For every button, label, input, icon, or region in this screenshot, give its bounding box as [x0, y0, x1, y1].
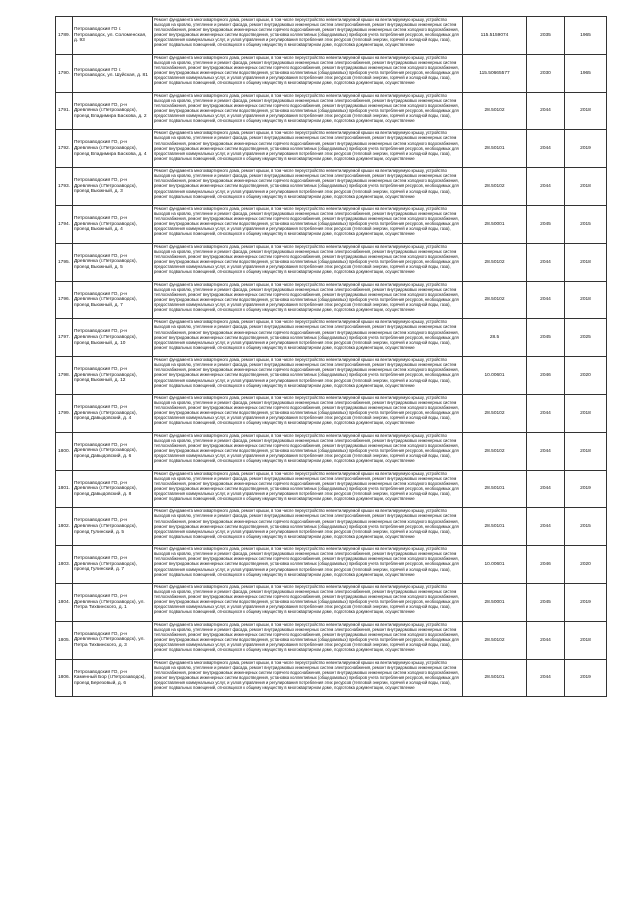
- planned-year-cell: [527, 168, 565, 206]
- planned-year-cell-text: 2044: [540, 486, 551, 492]
- work-description-cell: [153, 583, 463, 621]
- planned-year-cell: [527, 583, 565, 621]
- work-description-cell-text: Ремонт фундамента многоквартирного дома, ремонт крыши, в том числе переустройство невентилируемой крыши на вентилируемую крышу, устройство выходов на кровлю, утепление и ремонт фасада, ремонт внутридомовых инженерных систем электроснабжения, ремонт внутридомовых инженерных систем теплоснабжения, ремонт внутридомовых инженерных систем горячего водоснабжения, ремонт внутридомовых инженерных систем холодного водоснабжения, ремонт внутридомовых инженерных систем водоотведения, установка коллективных (общедомовых) приборов учета потребления ресурсов, необходимых для предоставления коммунальных услуг, и узлов управления и регулирования потребления этих ресурсов (тепловой энергии, горячей и холодной воды, газа), ремонт подвальных помещений, относящихся к общему имуществу в многоквартирном доме, подготовка документации, осуществление: [154, 621, 459, 653]
- row-number-text: 1789.: [57, 32, 70, 38]
- cost-cell-text: 115.50665577: [479, 70, 510, 76]
- address-cell-text: Петрозаводский ГО, р-н Каменный Бор (г.Петрозаводск), проезд Березовый, д. 6: [74, 669, 146, 686]
- planned-year-cell-text: 2044: [540, 637, 551, 643]
- work-description-cell-text: Ремонт фундамента многоквартирного дома, ремонт крыши, в том числе переустройство невентилируемой крыши на вентилируемую крышу, устройство выходов на кровлю, утепление и ремонт фасада, ремонт внутридомовых инженерных систем электроснабжения, ремонт внутридомовых инженерных систем теплоснабжения, ремонт внутридомовых инженерных систем горячего водоснабжения, ремонт внутридомовых инженерных систем холодного водоснабжения, ремонт внутридомовых инженерных систем водоотведения, установка коллективных (общедомовых) приборов учета потребления ресурсов, необходимых для предоставления коммунальных услуг, и узлов управления и регулирования потребления этих ресурсов (тепловой энергии, горячей и холодной воды, газа), ремонт подвальных помещений, относящихся к общему имуществу в многоквартирном доме, подготовка документации, осуществление: [154, 243, 459, 275]
- work-description-cell: [153, 130, 463, 168]
- row-number: [56, 168, 73, 206]
- planned-year-cell: [527, 546, 565, 584]
- planned-year-cell-text: 2044: [540, 448, 551, 454]
- planned-year-cell-text: 2030: [540, 70, 551, 76]
- row-number-text: 1802.: [57, 524, 70, 530]
- work-description-cell: [153, 281, 463, 319]
- work-description-cell-text: Ремонт фундамента многоквартирного дома, ремонт крыши, в том числе переустройство невентилируемой крыши на вентилируемую крышу, устройство выходов на кровлю, утепление и ремонт фасада, ремонт внутридомовых инженерных систем электроснабжения, ремонт внутридомовых инженерных систем теплоснабжения, ремонт внутридомовых инженерных систем горячего водоснабжения, ремонт внутридомовых инженерных систем холодного водоснабжения, ремонт внутридомовых инженерных систем водоотведения, установка коллективных (общедомовых) приборов учета потребления ресурсов, необходимых для предоставления коммунальных услуг, и узлов управления и регулирования потребления этих ресурсов (тепловой энергии, горячей и холодной воды, газа), ремонт подвальных помещений, относящихся к общему имуществу в многоквартирном доме, подготовка документации, осуществление: [154, 205, 459, 237]
- table-row: [56, 92, 607, 130]
- row-number: [56, 17, 73, 55]
- address-cell: [73, 281, 153, 319]
- cost-cell: [463, 205, 527, 243]
- address-cell-text: Петрозаводский ГО, р-н Древлянка (г.Петрозаводск), проезд Вьюжный, д. 3: [74, 178, 137, 195]
- table-row: [56, 621, 607, 659]
- address-cell: [73, 583, 153, 621]
- cost-cell: [463, 243, 527, 281]
- row-number: [56, 243, 73, 281]
- cost-cell: [463, 470, 527, 508]
- capital-repair-table: [55, 16, 607, 697]
- address-cell-text: Петрозаводский ГО, р-н Древлянка (г.Петрозаводск), проезд Вьюжный, д. 4: [74, 215, 137, 233]
- work-description-cell-text: Ремонт фундамента многоквартирного дома, ремонт крыши, в том числе переустройство невентилируемой крыши на вентилируемую крышу, устройство выходов на кровлю, утепление и ремонт фасада, ремонт внутридомовых инженерных систем электроснабжения, ремонт внутридомовых инженерных систем теплоснабжения, ремонт внутридомовых инженерных систем горячего водоснабжения, ремонт внутридомовых инженерных систем холодного водоснабжения, ремонт внутридомовых инженерных систем водоотведения, установка коллективных (общедомовых) приборов учета потребления ресурсов, необходимых для предоставления коммунальных услуг, и узлов управления и регулирования потребления этих ресурсов (тепловой энергии, горячей и холодной воды, газа), ремонт подвальных помещений, относящихся к общему имуществу в многоквартирном доме, подготовка документации, осуществление: [154, 546, 459, 577]
- planned-year-cell: [527, 205, 565, 243]
- work-description-cell-text: Ремонт фундамента многоквартирного дома, ремонт крыши, в том числе переустройство невентилируемой крыши на вентилируемую крышу, устройство выходов на кровлю, утепление и ремонт фасада, ремонт внутридомовых инженерных систем электроснабжения, ремонт внутридомовых инженерных систем теплоснабжения, ремонт внутридомовых инженерных систем горячего водоснабжения, ремонт внутридомовых инженерных систем холодного водоснабжения, ремонт внутридомовых инженерных систем водоотведения, установка коллективных (общедомовых) приборов учета потребления ресурсов, необходимых для предоставления коммунальных услуг, и узлов управления и регулирования потребления этих ресурсов (тепловой энергии, горячей и холодной воды, газа), ремонт подвальных помещений, относящихся к общему имуществу в многоквартирном доме, подготовка документации, осуществление: [154, 130, 459, 161]
- work-description-cell: [153, 319, 463, 357]
- work-description-cell: [153, 17, 463, 55]
- work-description-cell-text: Ремонт фундамента многоквартирного дома, ремонт крыши, в том числе переустройство невентилируемой крыши на вентилируемую крышу, устройство выходов на кровлю, утепление и ремонт фасада, ремонт внутридомовых инженерных систем электроснабжения, ремонт внутридомовых инженерных систем теплоснабжения, ремонт внутридомовых инженерных систем горячего водоснабжения, ремонт внутридомовых инженерных систем холодного водоснабжения, ремонт внутридомовых инженерных систем водоотведения, установка коллективных (общедомовых) приборов учета потребления ресурсов, необходимых для предоставления коммунальных услуг, и узлов управления и регулирования потребления этих ресурсов (тепловой энергии, горячей и холодной воды, газа), ремонт подвальных помещений, относящихся к общему имуществу в многоквартирном доме, подготовка документации, осуществление: [154, 17, 459, 48]
- planned-year-cell-text: 2045: [540, 221, 551, 227]
- planned-year-cell-text: 2044: [540, 108, 551, 114]
- table-row: [56, 243, 607, 281]
- row-number: [56, 394, 73, 432]
- planned-year-cell: [527, 470, 565, 508]
- cost-cell-text: 28.5: [489, 335, 500, 341]
- built-year-cell-text: 2019: [580, 675, 591, 681]
- built-year-cell-text: 2015: [580, 524, 591, 530]
- row-number-text: 1805.: [57, 637, 70, 643]
- cost-cell-text: 28.50102: [484, 410, 505, 416]
- address-cell-text: Петрозаводский ГО г. Петрозаводск, ул. Шуйская, д. 81: [74, 67, 148, 79]
- built-year-cell-text: 2018: [580, 108, 591, 114]
- table-row: [56, 205, 607, 243]
- built-year-cell: [565, 54, 607, 92]
- work-description-cell-text: Ремонт фундамента многоквартирного дома, ремонт крыши, в том числе переустройство невентилируемой крыши на вентилируемую крышу, устройство выходов на кровлю, утепление и ремонт фасада, ремонт внутридомовых инженерных систем электроснабжения, ремонт внутридомовых инженерных систем теплоснабжения, ремонт внутридомовых инженерных систем горячего водоснабжения, ремонт внутридомовых инженерных систем холодного водоснабжения, ремонт внутридомовых инженерных систем водоотведения, установка коллективных (общедомовых) приборов учета потребления ресурсов, необходимых для предоставления коммунальных услуг, и узлов управления и регулирования потребления этих ресурсов (тепловой энергии, горячей и холодной воды, газа), ремонт подвальных помещений, относящихся к общему имуществу в многоквартирном доме, подготовка документации, осуществление: [154, 394, 459, 426]
- address-cell-text: Петрозаводский ГО, р-н Древлянка (г.Петрозаводск), проезд Вьюжный, д. 7: [74, 291, 137, 308]
- built-year-cell-text: 2018: [580, 448, 591, 454]
- address-cell: [73, 394, 153, 432]
- row-number-text: 1797.: [57, 335, 70, 341]
- row-number-text: 1796.: [57, 297, 70, 303]
- planned-year-cell: [527, 508, 565, 546]
- built-year-cell: [565, 508, 607, 546]
- cost-cell: [463, 357, 527, 395]
- address-cell-text: Петрозаводский ГО, р-н Древлянка (г.Петрозаводск), проезд Давыдовский, д. 6: [74, 442, 137, 459]
- work-description-cell-text: Ремонт фундамента многоквартирного дома, ремонт крыши, в том числе переустройство невентилируемой крыши на вентилируемую крышу, устройство выходов на кровлю, утепление и ремонт фасада, ремонт внутридомовых инженерных систем электроснабжения, ремонт внутридомовых инженерных систем теплоснабжения, ремонт внутридомовых инженерных систем горячего водоснабжения, ремонт внутридомовых инженерных систем холодного водоснабжения, ремонт внутридомовых инженерных систем водоотведения, установка коллективных (общедомовых) приборов учета потребления ресурсов, необходимых для предоставления коммунальных услуг, и узлов управления и регулирования потребления этих ресурсов (тепловой энергии, горячей и холодной воды, газа), ремонт подвальных помещений, относящихся к общему имуществу в многоквартирном доме, подготовка документации, осуществление: [154, 92, 459, 124]
- planned-year-cell: [527, 319, 565, 357]
- planned-year-cell-text: 2044: [540, 675, 551, 681]
- row-number-text: 1794.: [57, 221, 70, 227]
- planned-year-cell: [527, 394, 565, 432]
- cost-cell-text: 28.50102: [484, 297, 505, 303]
- cost-cell: [463, 432, 527, 470]
- built-year-cell: [565, 621, 607, 659]
- work-description-cell-text: Ремонт фундамента многоквартирного дома, ремонт крыши, в том числе переустройство невентилируемой крыши на вентилируемую крышу, устройство выходов на кровлю, утепление и ремонт фасада, ремонт внутридомовых инженерных систем электроснабжения, ремонт внутридомовых инженерных систем теплоснабжения, ремонт внутридомовых инженерных систем горячего водоснабжения, ремонт внутридомовых инженерных систем холодного водоснабжения, ремонт внутридомовых инженерных систем водоотведения, установка коллективных (общедомовых) приборов учета потребления ресурсов, необходимых для предоставления коммунальных услуг, и узлов управления и регулирования потребления этих ресурсов (тепловой энергии, горячей и холодной воды, газа), ремонт подвальных помещений, относящихся к общему имуществу в многоквартирном доме, подготовка документации, осуществление: [154, 583, 459, 615]
- planned-year-cell: [527, 281, 565, 319]
- address-cell: [73, 319, 153, 357]
- table-row: [56, 319, 607, 357]
- address-cell: [73, 470, 153, 508]
- cost-cell: [463, 54, 527, 92]
- work-description-cell: [153, 470, 463, 508]
- built-year-cell: [565, 659, 607, 697]
- cost-cell: [463, 319, 527, 357]
- cost-cell-text: 28.50101: [484, 146, 505, 152]
- address-cell-text: Петрозаводский ГО, р-н Древлянка (г.Петрозаводск), проезд Гулинский, д. 5: [74, 518, 137, 535]
- table-row: [56, 583, 607, 621]
- table-row: [56, 470, 607, 508]
- built-year-cell: [565, 205, 607, 243]
- work-description-cell: [153, 357, 463, 395]
- built-year-cell-text: 2019: [580, 146, 591, 152]
- cost-cell-text: 10.00601: [484, 561, 505, 567]
- address-cell-text: Петрозаводский ГО, р-н Древлянка (г.Петрозаводск), проезд Вьюжный, д. 10: [74, 329, 137, 346]
- work-description-cell: [153, 92, 463, 130]
- work-description-cell-text: Ремонт фундамента многоквартирного дома, ремонт крыши, в том числе переустройство невентилируемой крыши на вентилируемую крышу, устройство выходов на кровлю, утепление и ремонт фасада, ремонт внутридомовых инженерных систем электроснабжения, ремонт внутридомовых инженерных систем теплоснабжения, ремонт внутридомовых инженерных систем горячего водоснабжения, ремонт внутридомовых инженерных систем холодного водоснабжения, ремонт внутридомовых инженерных систем водоотведения, установка коллективных (общедомовых) приборов учета потребления ресурсов, необходимых для предоставления коммунальных услуг, и узлов управления и регулирования потребления этих ресурсов (тепловой энергии, горячей и холодной воды, газа), ремонт подвальных помещений, относящихся к общему имуществу в многоквартирном доме, подготовка документации, осуществление: [154, 319, 459, 350]
- table-row: [56, 546, 607, 584]
- cost-cell: [463, 394, 527, 432]
- planned-year-cell: [527, 130, 565, 168]
- work-description-cell: [153, 659, 463, 697]
- row-number-text: 1799.: [57, 410, 70, 416]
- planned-year-cell: [527, 17, 565, 55]
- planned-year-cell-text: 2044: [540, 524, 551, 530]
- address-cell-text: Петрозаводский ГО, р-н Древлянка (г.Петрозаводск), ул. Петра Тихвинского, д. 1: [74, 593, 145, 611]
- address-cell-text: Петрозаводский ГО, р-н Древлянка (г.Петрозаводск), проезд Давыдовский, д. 4: [74, 404, 137, 422]
- cost-cell-text: 115.5159074: [480, 32, 509, 38]
- address-cell: [73, 168, 153, 206]
- cost-cell-text: 28.50001: [484, 599, 505, 605]
- row-number-text: 1801.: [57, 486, 70, 492]
- row-number: [56, 508, 73, 546]
- row-number-text: 1803.: [57, 561, 70, 567]
- address-cell-text: Петрозаводский ГО, р-н Древлянка (г.Петрозаводск), проезд Владимира Баскова, д. 2: [74, 102, 147, 119]
- cost-cell: [463, 546, 527, 584]
- built-year-cell: [565, 168, 607, 206]
- row-number: [56, 357, 73, 395]
- address-cell: [73, 54, 153, 92]
- row-number-text: 1804.: [57, 599, 70, 605]
- work-description-cell: [153, 243, 463, 281]
- address-cell: [73, 17, 153, 55]
- cost-cell-text: 28.50101: [484, 524, 505, 530]
- address-cell-text: Петрозаводский ГО, р-н Древлянка (г.Петрозаводск), проезд Владимира Баскова, д. 4: [74, 140, 147, 157]
- address-cell: [73, 130, 153, 168]
- row-number: [56, 583, 73, 621]
- built-year-cell-text: 1965: [580, 32, 591, 38]
- cost-cell: [463, 130, 527, 168]
- row-number-text: 1791.: [57, 108, 70, 114]
- cost-cell-text: 28.50102: [484, 637, 505, 643]
- work-description-cell-text: Ремонт фундамента многоквартирного дома, ремонт крыши, в том числе переустройство невентилируемой крыши на вентилируемую крышу, устройство выходов на кровлю, утепление и ремонт фасада, ремонт внутридомовых инженерных систем электроснабжения, ремонт внутридомовых инженерных систем теплоснабжения, ремонт внутридомовых инженерных систем горячего водоснабжения, ремонт внутридомовых инженерных систем холодного водоснабжения, ремонт внутридомовых инженерных систем водоотведения, установка коллективных (общедомовых) приборов учета потребления ресурсов, необходимых для предоставления коммунальных услуг, и узлов управления и регулирования потребления этих ресурсов (тепловой энергии, горячей и холодной воды, газа), ремонт подвальных помещений, относящихся к общему имуществу в многоквартирном доме, подготовка документации, осуществление: [154, 168, 459, 199]
- address-cell: [73, 243, 153, 281]
- cost-cell: [463, 17, 527, 55]
- row-number: [56, 546, 73, 584]
- work-description-cell: [153, 168, 463, 206]
- work-description-cell-text: Ремонт фундамента многоквартирного дома, ремонт крыши, в том числе переустройство невентилируемой крыши на вентилируемую крышу, устройство выходов на кровлю, утепление и ремонт фасада, ремонт внутридомовых инженерных систем электроснабжения, ремонт внутридомовых инженерных систем теплоснабжения, ремонт внутридомовых инженерных систем горячего водоснабжения, ремонт внутридомовых инженерных систем холодного водоснабжения, ремонт внутридомовых инженерных систем водоотведения, установка коллективных (общедомовых) приборов учета потребления ресурсов, необходимых для предоставления коммунальных услуг, и узлов управления и регулирования потребления этих ресурсов (тепловой энергии, горячей и холодной воды, газа), ремонт подвальных помещений, относящихся к общему имуществу в многоквартирном доме, подготовка документации, осуществление: [154, 281, 459, 313]
- planned-year-cell-text: 2045: [540, 335, 551, 341]
- address-cell: [73, 357, 153, 395]
- built-year-cell: [565, 394, 607, 432]
- planned-year-cell-text: 2044: [540, 183, 551, 189]
- cost-cell-text: 10.00601: [484, 372, 505, 378]
- table-row: [56, 659, 607, 697]
- planned-year-cell-text: 2044: [540, 410, 551, 416]
- address-cell-text: Петрозаводский ГО, р-н Древлянка (г.Петрозаводск), ул. Петра Тихвинского, д. 3: [74, 631, 145, 648]
- built-year-cell: [565, 546, 607, 584]
- built-year-cell: [565, 17, 607, 55]
- planned-year-cell: [527, 243, 565, 281]
- built-year-cell: [565, 432, 607, 470]
- table-row: [56, 508, 607, 546]
- built-year-cell: [565, 243, 607, 281]
- cost-cell-text: 28.50102: [484, 259, 505, 265]
- built-year-cell: [565, 583, 607, 621]
- built-year-cell-text: 1965: [580, 70, 591, 76]
- planned-year-cell: [527, 54, 565, 92]
- table-body: [56, 17, 607, 697]
- cost-cell-text: 28.50101: [484, 675, 505, 681]
- work-description-cell-text: Ремонт фундамента многоквартирного дома, ремонт крыши, в том числе переустройство невентилируемой крыши на вентилируемую крышу, устройство выходов на кровлю, утепление и ремонт фасада, ремонт внутридомовых инженерных систем электроснабжения, ремонт внутридомовых инженерных систем теплоснабжения, ремонт внутридомовых инженерных систем горячего водоснабжения, ремонт внутридомовых инженерных систем холодного водоснабжения, ремонт внутридомовых инженерных систем водоотведения, установка коллективных (общедомовых) приборов учета потребления ресурсов, необходимых для предоставления коммунальных услуг, и узлов управления и регулирования потребления этих ресурсов (тепловой энергии, горячей и холодной воды, газа), ремонт подвальных помещений, относящихся к общему имуществу в многоквартирном доме, подготовка документации, осуществление: [154, 470, 459, 502]
- planned-year-cell: [527, 621, 565, 659]
- cost-cell-text: 28.50102: [484, 108, 505, 114]
- row-number-text: 1790.: [57, 70, 70, 76]
- built-year-cell: [565, 92, 607, 130]
- table-row: [56, 54, 607, 92]
- work-description-cell: [153, 394, 463, 432]
- planned-year-cell-text: 2044: [540, 259, 551, 265]
- planned-year-cell-text: 2046: [540, 561, 551, 567]
- built-year-cell: [565, 357, 607, 395]
- table-row: [56, 394, 607, 432]
- cost-cell-text: 28.50001: [484, 221, 505, 227]
- address-cell-text: Петрозаводский ГО, р-н Древлянка (г.Петрозаводск), проезд Давыдовский, д. 8: [74, 480, 137, 497]
- work-description-cell: [153, 432, 463, 470]
- row-number-text: 1798.: [57, 372, 70, 378]
- address-cell: [73, 546, 153, 584]
- table-row: [56, 432, 607, 470]
- table-row: [56, 281, 607, 319]
- built-year-cell-text: 2020: [580, 561, 591, 567]
- cost-cell-text: 28.50101: [484, 486, 505, 492]
- cost-cell: [463, 659, 527, 697]
- address-cell: [73, 659, 153, 697]
- work-description-cell-text: Ремонт фундамента многоквартирного дома, ремонт крыши, в том числе переустройство невентилируемой крыши на вентилируемую крышу, устройство выходов на кровлю, утепление и ремонт фасада, ремонт внутридомовых инженерных систем электроснабжения, ремонт внутридомовых инженерных систем теплоснабжения, ремонт внутридомовых инженерных систем горячего водоснабжения, ремонт внутридомовых инженерных систем холодного водоснабжения, ремонт внутридомовых инженерных систем водоотведения, установка коллективных (общедомовых) приборов учета потребления ресурсов, необходимых для предоставления коммунальных услуг, и узлов управления и регулирования потребления этих ресурсов (тепловой энергии, горячей и холодной воды, газа), ремонт подвальных помещений, относящихся к общему имуществу в многоквартирном доме, подготовка документации, осуществление: [154, 357, 459, 388]
- built-year-cell-text: 2018: [580, 183, 591, 189]
- table-row: [56, 168, 607, 206]
- row-number: [56, 205, 73, 243]
- built-year-cell: [565, 281, 607, 319]
- work-description-cell: [153, 546, 463, 584]
- built-year-cell-text: 2019: [580, 486, 591, 492]
- work-description-cell-text: Ремонт фундамента многоквартирного дома, ремонт крыши, в том числе переустройство невентилируемой крыши на вентилируемую крышу, устройство выходов на кровлю, утепление и ремонт фасада, ремонт внутридомовых инженерных систем электроснабжения, ремонт внутридомовых инженерных систем теплоснабжения, ремонт внутридомовых инженерных систем горячего водоснабжения, ремонт внутридомовых инженерных систем холодного водоснабжения, ремонт внутридомовых инженерных систем водоотведения, установка коллективных (общедомовых) приборов учета потребления ресурсов, необходимых для предоставления коммунальных услуг, и узлов управления и регулирования потребления этих ресурсов (тепловой энергии, горячей и холодной воды, газа), ремонт подвальных помещений, относящихся к общему имуществу в многоквартирном доме, подготовка документации, осуществление: [154, 508, 459, 539]
- work-description-cell: [153, 621, 463, 659]
- planned-year-cell-text: 2046: [540, 372, 551, 378]
- row-number: [56, 54, 73, 92]
- built-year-cell-text: 2020: [580, 372, 591, 378]
- row-number-text: 1795.: [57, 259, 70, 265]
- address-cell-text: Петрозаводский ГО г. Петрозаводск, ул. Соломенская, д. 93: [74, 27, 147, 44]
- cost-cell-text: 28.50102: [484, 448, 505, 454]
- cost-cell: [463, 621, 527, 659]
- built-year-cell: [565, 319, 607, 357]
- address-cell-text: Петрозаводский ГО, р-н Древлянка (г.Петрозаводск), проезд Вьюжный, д. 12: [74, 367, 137, 384]
- cost-cell: [463, 168, 527, 206]
- built-year-cell-text: 2019: [580, 599, 591, 605]
- row-number: [56, 319, 73, 357]
- address-cell: [73, 432, 153, 470]
- work-description-cell: [153, 54, 463, 92]
- cost-cell: [463, 92, 527, 130]
- cost-cell: [463, 508, 527, 546]
- address-cell: [73, 205, 153, 243]
- address-cell: [73, 92, 153, 130]
- row-number-text: 1792.: [57, 146, 70, 152]
- row-number: [56, 621, 73, 659]
- built-year-cell-text: 2018: [580, 259, 591, 265]
- cost-cell-text: 28.50102: [484, 183, 505, 189]
- planned-year-cell: [527, 659, 565, 697]
- built-year-cell: [565, 470, 607, 508]
- table-row: [56, 357, 607, 395]
- planned-year-cell-text: 2044: [540, 146, 551, 152]
- built-year-cell-text: 2018: [580, 297, 591, 303]
- built-year-cell-text: 2025: [580, 335, 591, 341]
- planned-year-cell: [527, 92, 565, 130]
- cost-cell: [463, 583, 527, 621]
- address-cell-text: Петрозаводский ГО, р-н Древлянка (г.Петрозаводск), проезд Вьюжный, д. 5: [74, 253, 137, 270]
- planned-year-cell: [527, 432, 565, 470]
- row-number: [56, 281, 73, 319]
- built-year-cell: [565, 130, 607, 168]
- planned-year-cell-text: 2044: [540, 297, 551, 303]
- row-number: [56, 659, 73, 697]
- work-description-cell: [153, 508, 463, 546]
- work-description-cell-text: Ремонт фундамента многоквартирного дома, ремонт крыши, в том числе переустройство невентилируемой крыши на вентилируемую крышу, устройство выходов на кровлю, утепление и ремонт фасада, ремонт внутридомовых инженерных систем электроснабжения, ремонт внутридомовых инженерных систем теплоснабжения, ремонт внутридомовых инженерных систем горячего водоснабжения, ремонт внутридомовых инженерных систем холодного водоснабжения, ремонт внутридомовых инженерных систем водоотведения, установка коллективных (общедомовых) приборов учета потребления ресурсов, необходимых для предоставления коммунальных услуг, и узлов управления и регулирования потребления этих ресурсов (тепловой энергии, горячей и холодной воды, газа), ремонт подвальных помещений, относящихся к общему имуществу в многоквартирном доме, подготовка документации, осуществление: [154, 54, 459, 86]
- planned-year-cell-text: 2035: [540, 32, 551, 38]
- row-number: [56, 432, 73, 470]
- table-row: [56, 17, 607, 55]
- cost-cell: [463, 281, 527, 319]
- address-cell: [73, 621, 153, 659]
- planned-year-cell: [527, 357, 565, 395]
- row-number-text: 1793.: [57, 183, 70, 189]
- table-row: [56, 130, 607, 168]
- address-cell-text: Петрозаводский ГО, р-н Древлянка (г.Петрозаводск), проезд Гулинский, д. 7: [74, 556, 137, 573]
- planned-year-cell-text: 2045: [540, 599, 551, 605]
- row-number-text: 1800.: [57, 448, 70, 454]
- work-description-cell-text: Ремонт фундамента многоквартирного дома, ремонт крыши, в том числе переустройство невентилируемой крыши на вентилируемую крышу, устройство выходов на кровлю, утепление и ремонт фасада, ремонт внутридомовых инженерных систем электроснабжения, ремонт внутридомовых инженерных систем теплоснабжения, ремонт внутридомовых инженерных систем горячего водоснабжения, ремонт внутридомовых инженерных систем холодного водоснабжения, ремонт внутридомовых инженерных систем водоотведения, установка коллективных (общедомовых) приборов учета потребления ресурсов, необходимых для предоставления коммунальных услуг, и узлов управления и регулирования потребления этих ресурсов (тепловой энергии, горячей и холодной воды, газа), ремонт подвальных помещений, относящихся к общему имуществу в многоквартирном доме, подготовка документации, осуществление: [154, 432, 459, 464]
- row-number: [56, 92, 73, 130]
- work-description-cell-text: Ремонт фундамента многоквартирного дома, ремонт крыши, в том числе переустройство невентилируемой крыши на вентилируемую крышу, устройство выходов на кровлю, утепление и ремонт фасада, ремонт внутридомовых инженерных систем электроснабжения, ремонт внутридомовых инженерных систем теплоснабжения, ремонт внутридомовых инженерных систем горячего водоснабжения, ремонт внутридомовых инженерных систем холодного водоснабжения, ремонт внутридомовых инженерных систем водоотведения, установка коллективных (общедомовых) приборов учета потребления ресурсов, необходимых для предоставления коммунальных услуг, и узлов управления и регулирования потребления этих ресурсов (тепловой энергии, горячей и холодной воды, газа), ремонт подвальных помещений, относящихся к общему имуществу в многоквартирном доме, подготовка документации, осуществление: [154, 659, 459, 691]
- address-cell: [73, 508, 153, 546]
- built-year-cell-text: 2018: [580, 410, 591, 416]
- row-number-text: 1806.: [57, 675, 70, 681]
- row-number: [56, 130, 73, 168]
- row-number: [56, 470, 73, 508]
- built-year-cell-text: 2018: [580, 637, 591, 643]
- built-year-cell-text: 2015: [580, 221, 591, 227]
- work-description-cell: [153, 205, 463, 243]
